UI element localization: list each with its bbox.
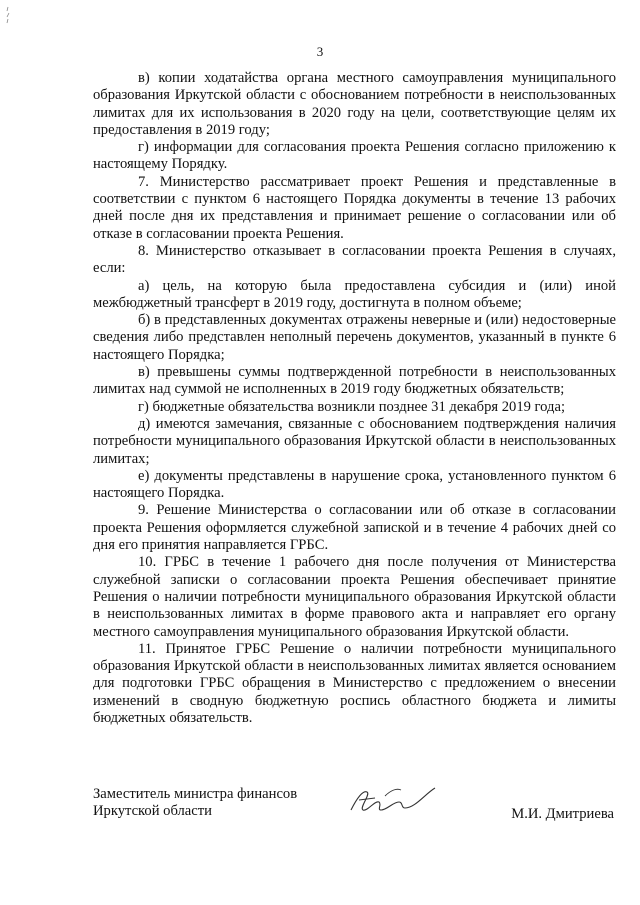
paragraph-6d: г) информации для согласования проекта Решения согласно приложению к настоящему Порядку. — [93, 139, 616, 173]
document-body — [93, 70, 616, 727]
paragraph-8a: а) цель, на которую была предоставлена субсидия и (или) иной межбюджетный трансферт в 2019 году, достигнута в полном объеме; — [93, 277, 616, 311]
signatory-title-line2: Иркутской области — [93, 803, 212, 820]
page-number: 3 — [316, 44, 324, 59]
paragraph-8d: г) бюджетные обязательства возникли позднее 31 декабря 2019 года; — [138, 398, 566, 415]
paragraph-10: 10. ГРБС в течение 1 рабочего дня после получения от Министерства служебной записки о согласовании проекта Решения обеспечивает принятие Решения о наличии потребности муниципального образования Иркутской области в неиспользованных лимитах в форме правового акта и направляет его органу местного самоуправления муниципального образования Иркутской области. — [93, 554, 616, 640]
handwritten-signature — [345, 780, 440, 825]
paragraph-8c: в) превышены суммы подтвержденной потребности в неиспользованных лимитах над суммой не исполненных в 2019 году бюджетных обязательств; — [93, 364, 616, 398]
paragraph-6c: в) копии ходатайства органа местного самоуправления муниципального образования Иркутской области с обоснованием потребности в неиспользованных лимитах для их использования в 2020 году на цели, соответствующие целям их предоставления в 2019 году; — [93, 70, 616, 138]
corner-scan-mark — [4, 6, 12, 29]
paragraph-8e: д) имеются замечания, связанные с обоснованием подтверждения наличия потребности муниципального образования Иркутской области в неиспользованных лимитах; — [93, 415, 616, 467]
paragraph-11: 11. Принятое ГРБС Решение о наличии потребности муниципального образования Иркутской области в неиспользованных лимитах является основанием для подготовки ГРБС обращения в Министерство с предложением о внесении изменений в сводную бюджетную роспись областного бюджета и лимиты бюджетных обязательств. — [93, 640, 616, 726]
paragraph-9: 9. Решение Министерства о согласовании или об отказе в согласовании проекта Решения оформляется служебной запиской и в течение 4 рабочих дней со дня его принятия направляется ГРБС. — [93, 502, 616, 554]
paragraph-8: 8. Министерство отказывает в согласовании проекта Решения в случаях, если: — [93, 242, 616, 277]
paragraph-8f: е) документы представлены в нарушение срока, установленного пунктом 6 настоящего Порядка. — [93, 467, 616, 502]
signatory-title-line1: Заместитель министра финансов — [93, 786, 298, 802]
signatory-name: М.И. Дмитриева — [511, 806, 614, 822]
signatory-title — [93, 786, 297, 821]
paragraph-7: 7. Министерство рассматривает проект Решения и представленные в соответствии с пунктом 6 настоящего Порядка документы в течение 13 рабочих дней после дня их представления и принимает решение о согласовании или об отказе в согласовании проекта Решения. — [93, 173, 616, 242]
paragraph-8b: б) в представленных документах отражены неверные и (или) недостоверные сведения либо представлен неполный перечень документов, указанный в пункте 6 настоящего Порядка; — [93, 312, 616, 363]
